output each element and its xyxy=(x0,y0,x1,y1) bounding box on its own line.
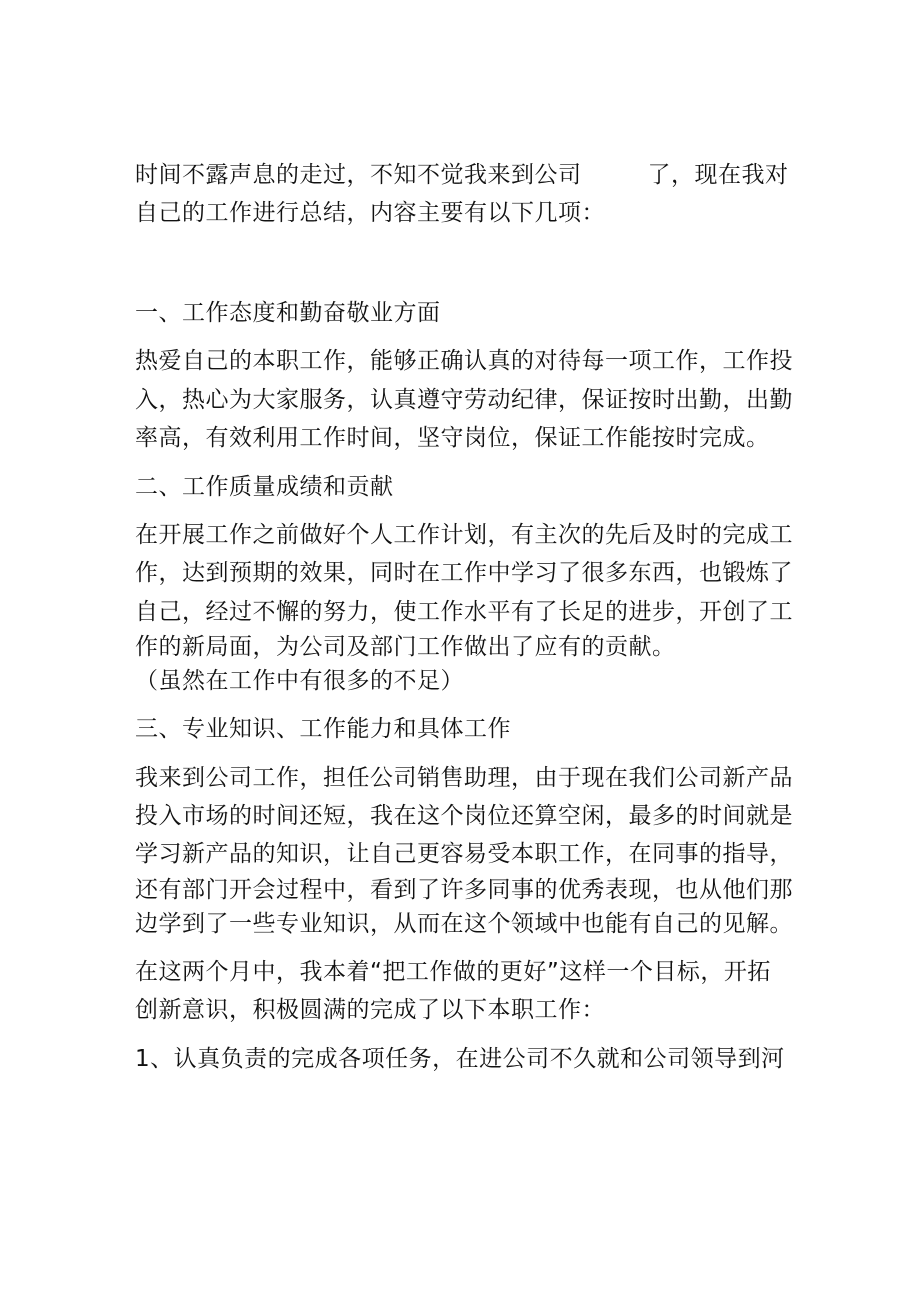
intro-text-b: 了，现在我对 xyxy=(647,162,789,188)
section-3-para-1-line: 还有部门开会过程中，看到了许多同事的优秀表现，也从他们那 xyxy=(135,877,793,903)
section-2-line: 作，达到预期的效果，同时在工作中学习了很多东西，也锻炼了 xyxy=(135,560,793,586)
section-2-line: 在开展工作之前做好个人工作计划，有主次的先后及时的完成工 xyxy=(135,522,793,548)
intro-line-2: 自己的工作进行总结，内容主要有以下几项： xyxy=(135,200,605,226)
list-item-1: 1、认真负责的完成各项任务，在进公司不久就和公司领导到河 xyxy=(135,1046,785,1072)
intro-text-a: 时间不露声息的走过，不知不觉我来到公司 xyxy=(135,162,582,188)
section-3-para-1-line: 学习新产品的知识，让自己更容易受本职工作，在同事的指导， xyxy=(135,841,793,867)
section-3-para-2-line: 创新意识，积极圆满的完成了以下本职工作： xyxy=(135,997,605,1023)
section-3-para-1-line: 投入市场的时间还短，我在这个岗位还算空闲，最多的时间就是 xyxy=(135,803,793,829)
section-3-heading: 三、专业知识、工作能力和具体工作 xyxy=(135,716,511,742)
section-1-line: 率高，有效利用工作时间，坚守岗位，保证工作能按时完成。 xyxy=(135,425,770,451)
section-2-heading: 二、工作质量成绩和贡献 xyxy=(135,474,394,500)
section-2-note: （虽然在工作中有很多的不足） xyxy=(135,668,464,694)
section-2-line: 自己，经过不懈的努力，使工作水平有了长足的进步，开创了工 xyxy=(135,599,793,625)
section-2-line: 作的新局面，为公司及部门工作做出了应有的贡献。 xyxy=(135,634,676,660)
section-1-line: 入，热心为大家服务，认真遵守劳动纪律，保证按时出勤，出勤 xyxy=(135,387,793,413)
section-1-line: 热爱自己的本职工作，能够正确认真的对待每一项工作，工作投 xyxy=(135,348,793,374)
intro-line-1 xyxy=(135,160,795,190)
section-3-para-2-line: 在这两个月中，我本着“把工作做的更好”这样一个目标，开拓 xyxy=(135,959,771,985)
section-3-para-1-line: 边学到了一些专业知识，从而在这个领域中也能有自己的见解。 xyxy=(135,911,793,937)
section-1-heading: 一、工作态度和勤奋敬业方面 xyxy=(135,300,441,326)
section-3-para-1-line: 我来到公司工作，担任公司销售助理，由于现在我们公司新产品 xyxy=(135,765,793,791)
